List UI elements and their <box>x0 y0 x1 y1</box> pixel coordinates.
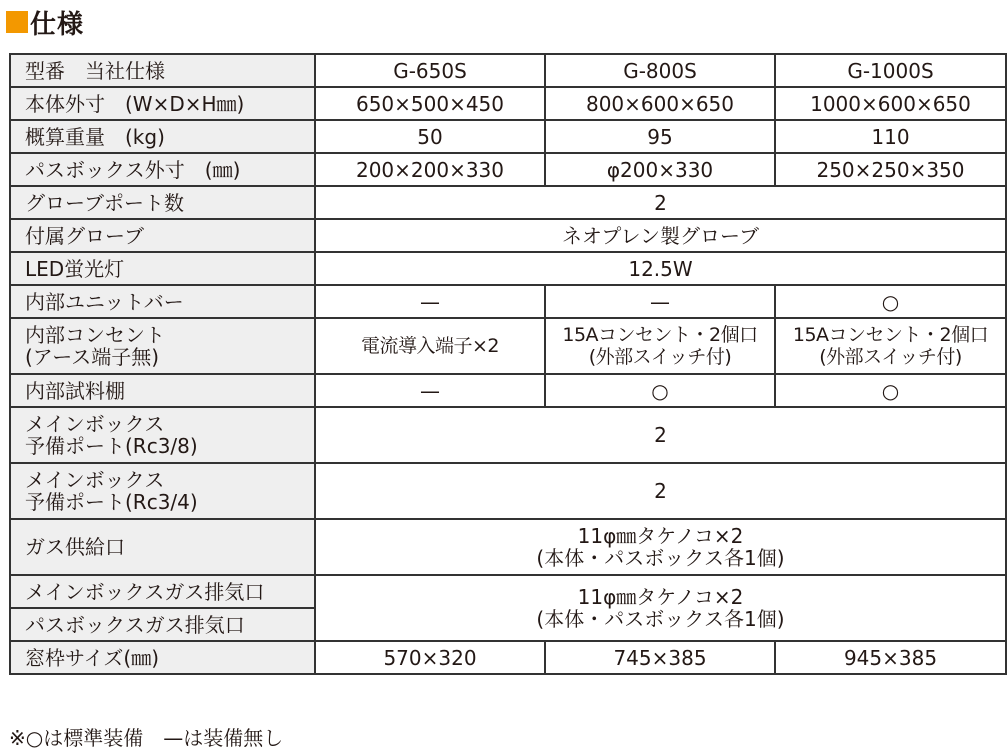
row-value: 50 <box>315 120 545 153</box>
section-heading <box>6 4 84 40</box>
footnote: ※○は標準装備 —は装備無し <box>9 726 284 750</box>
row-label: パスボックス外寸 (㎜) <box>10 153 315 186</box>
header-label: 型番 当社仕様 <box>10 54 315 87</box>
row-label: 概算重量 (kg) <box>10 120 315 153</box>
row-value: 2 <box>315 186 1006 219</box>
row-value <box>775 318 1006 374</box>
row-value: 2 <box>315 463 1006 519</box>
row-value: — <box>545 285 775 318</box>
row-value: ○ <box>545 374 775 407</box>
model-name: G-1000S <box>775 54 1006 87</box>
row-value: 95 <box>545 120 775 153</box>
row-value-line: (本体・パスボックス各1個) <box>536 546 785 570</box>
row-label <box>10 407 315 463</box>
row-label <box>10 463 315 519</box>
row-value: 2 <box>315 407 1006 463</box>
table-header-row <box>10 54 1006 87</box>
row-value-line: 15Aコンセント・2個口 <box>792 324 989 346</box>
row-label: メインボックスガス排気口 <box>10 575 315 608</box>
orange-square-marker <box>6 11 28 33</box>
row-value-line: 電流導入端子×2 <box>360 335 499 357</box>
row-value <box>315 318 545 374</box>
table-row <box>10 641 1006 674</box>
table-row <box>10 87 1006 120</box>
row-label: グローブポート数 <box>10 186 315 219</box>
row-label: 窓枠サイズ(㎜) <box>10 641 315 674</box>
row-value-line: 11φ㎜タケノコ×2 <box>577 524 744 548</box>
row-value: 650×500×450 <box>315 87 545 120</box>
row-value <box>545 318 775 374</box>
table-row <box>10 575 1006 608</box>
row-value <box>315 519 1006 575</box>
row-value: 200×200×330 <box>315 153 545 186</box>
model-name: G-800S <box>545 54 775 87</box>
row-value: 12.5W <box>315 252 1006 285</box>
table-row <box>10 285 1006 318</box>
row-label-line: 内部コンセント <box>25 323 165 347</box>
row-label: 内部試料棚 <box>10 374 315 407</box>
table-row <box>10 519 1006 575</box>
row-value: 110 <box>775 120 1006 153</box>
row-value-line: 15Aコンセント・2個口 <box>562 324 758 346</box>
row-label-line: メインボックス <box>25 412 165 436</box>
row-label: 本体外寸 (W×D×H㎜) <box>10 87 315 120</box>
table-row <box>10 318 1006 374</box>
row-label-line: 予備ポート(Rc3/4) <box>25 490 198 514</box>
row-value: ○ <box>775 285 1006 318</box>
row-value-line: (外部スイッチ付) <box>588 346 732 368</box>
row-label: パスボックスガス排気口 <box>10 608 315 641</box>
row-value: 570×320 <box>315 641 545 674</box>
spec-table <box>9 53 1007 675</box>
table-row <box>10 153 1006 186</box>
row-value-line: (外部スイッチ付) <box>819 346 962 368</box>
row-value: 945×385 <box>775 641 1006 674</box>
table-row <box>10 463 1006 519</box>
row-value: ○ <box>775 374 1006 407</box>
table-row <box>10 186 1006 219</box>
section-title: 仕様 <box>30 9 85 40</box>
row-label: 付属グローブ <box>10 219 315 252</box>
table-row <box>10 219 1006 252</box>
row-label: ガス供給口 <box>10 519 315 575</box>
table-row <box>10 120 1006 153</box>
row-value: φ200×330 <box>545 153 775 186</box>
row-label-line: (アース端子無) <box>25 345 160 369</box>
row-value-line: (本体・パスボックス各1個) <box>536 607 785 631</box>
row-label: LED蛍光灯 <box>10 252 315 285</box>
row-label: 内部ユニットバー <box>10 285 315 318</box>
row-value: 250×250×350 <box>775 153 1006 186</box>
table-row <box>10 407 1006 463</box>
row-value: ネオプレン製グローブ <box>315 219 1006 252</box>
row-value: 1000×600×650 <box>775 87 1006 120</box>
row-value: — <box>315 285 545 318</box>
model-name: G-650S <box>315 54 545 87</box>
row-value: — <box>315 374 545 407</box>
row-value-line: 11φ㎜タケノコ×2 <box>577 585 744 609</box>
row-label-line: メインボックス <box>25 468 165 492</box>
table-row <box>10 252 1006 285</box>
row-value: 800×600×650 <box>545 87 775 120</box>
row-label-line: 予備ポート(Rc3/8) <box>25 434 198 458</box>
row-label <box>10 318 315 374</box>
row-value: 745×385 <box>545 641 775 674</box>
row-value <box>315 575 1006 641</box>
table-row <box>10 374 1006 407</box>
